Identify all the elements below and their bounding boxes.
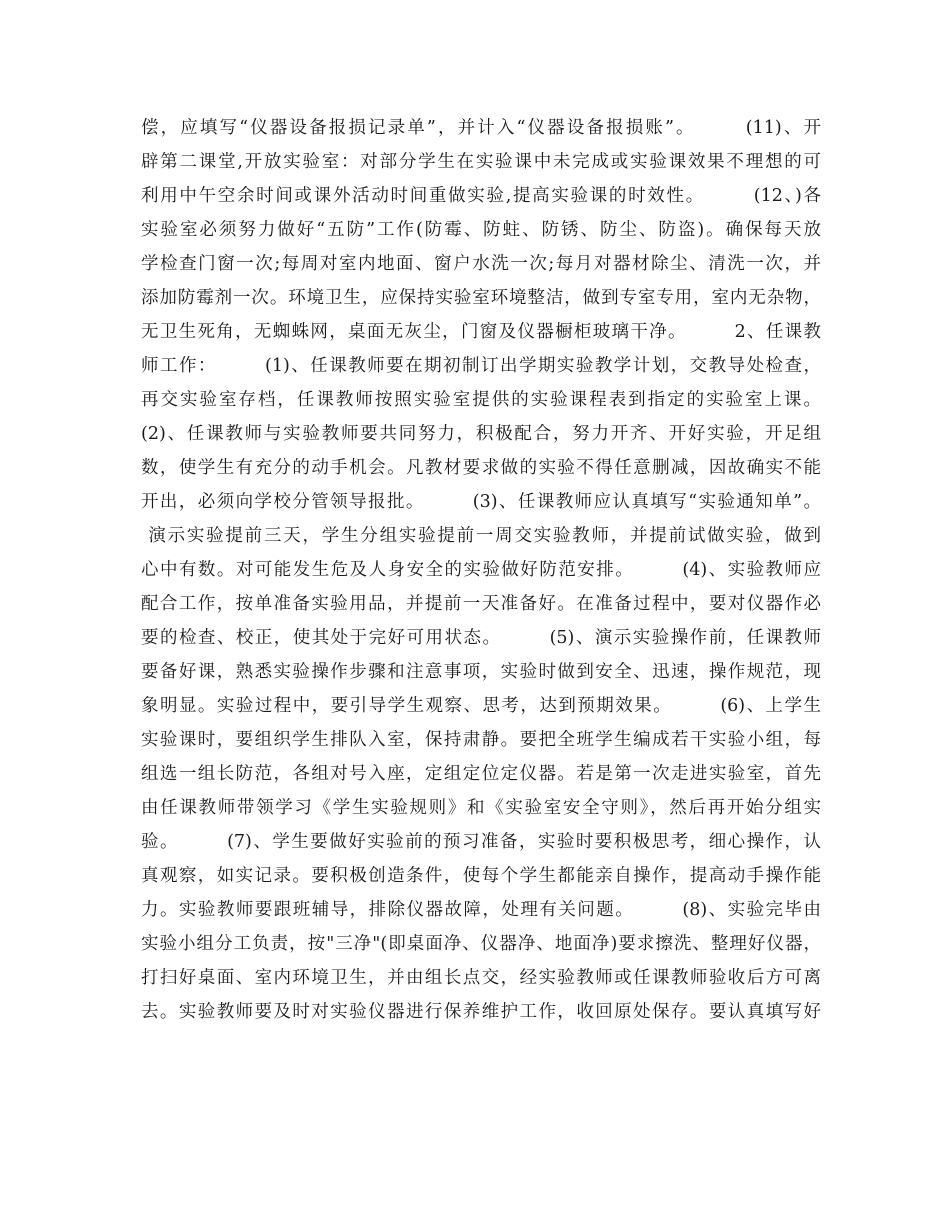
text-line: 力。实验教师要跟班辅导，排除仪器故障，处理有关问题。 (8)、实验完毕由	[141, 900, 821, 920]
text-line: 真观察，如实记录。要积极创造条件，使每个学生都能亲自操作，提高动手操作能	[141, 866, 821, 886]
text-line: 实验小组分工负责，按"三净"(即桌面净、仪器净、地面净)要求擦洗、整理好仪器，	[141, 934, 821, 954]
text-line: 象明显。实验过程中，要引导学生观察、思考，达到预期效果。 (6)、上学生	[141, 696, 821, 716]
text-line: 组选一组长防范，各组对号入座，定组定位定仪器。若是第一次走进实验室，首先	[141, 764, 821, 784]
text-line: (2)、任课教师与实验教师要共同努力，积极配合，努力开齐、开好实验，开足组	[141, 424, 821, 444]
text-line: 去。实验教师要及时对实验仪器进行保养维护工作，收回原处保存。要认真填写好	[141, 1002, 821, 1022]
text-line: 利用中午空余时间或课外活动时间重做实验,提高实验课的时效性。 (12、)各	[141, 186, 821, 206]
text-line: 心中有数。对可能发生危及人身安全的实验做好防范安排。 (4)、实验教师应	[141, 560, 821, 580]
text-line: 验。 (7)、学生要做好实验前的预习准备，实验时要积极思考，细心操作，认	[141, 832, 821, 852]
text-line: 师工作： (1)、任课教师要在期初制订出学期实验教学计划，交教导处检查，	[141, 356, 821, 376]
text-line: 要备好课，熟悉实验操作步骤和注意事项，实验时做到安全、迅速，操作规范，现	[141, 662, 821, 682]
text-line: 添加防霉剂一次。环境卫生，应保持实验室环境整洁，做到专室专用，室内无杂物，	[141, 288, 821, 308]
text-line: 辟第二课堂,开放实验室：对部分学生在实验课中未完成或实验课效果不理想的可	[141, 152, 821, 172]
text-line: 由任课教师带领学习《学生实验规则》和《实验室安全守则》，然后再开始分组实	[141, 798, 821, 818]
text-line: 实验室必须努力做好“五防”工作(防霉、防蛀、防锈、防尘、防盗)。确保每天放	[141, 220, 821, 240]
text-line: 打扫好桌面、室内环境卫生，并由组长点交，经实验教师或任课教师验收后方可离	[141, 968, 821, 988]
text-line: 无卫生死角，无蜘蛛网，桌面无灰尘，门窗及仪器橱柜玻璃干净。 2、任课教	[141, 322, 821, 342]
text-line: 要的检查、校正，使其处于完好可用状态。 (5)、演示实验操作前，任课教师	[141, 628, 821, 648]
body-text	[141, 111, 821, 1029]
text-line: 再交实验室存档，任课教师按照实验室提供的实验课程表到指定的实验室上课。	[141, 390, 821, 410]
text-line: 实验课时，要组织学生排队入室，保持肃静。要把全班学生编成若干实验小组，每	[141, 730, 821, 750]
text-line: 学检查门窗一次;每周对室内地面、窗户水洗一次;每月对器材除尘、清洗一次，并	[141, 254, 821, 274]
text-line: 偿，应填写“仪器设备报损记录单”，并计入“仪器设备报损账”。 (11)、开	[141, 118, 821, 138]
text-line: 配合工作，按单准备实验用品，并提前一天准备好。在准备过程中，要对仪器作必	[141, 594, 821, 614]
text-line: 演示实验提前三天，学生分组实验提前一周交实验教师，并提前试做实验，做到	[141, 526, 821, 546]
text-line: 数，使学生有充分的动手机会。凡教材要求做的实验不得任意删减，因故确实不能	[141, 458, 821, 478]
text-line: 开出，必须向学校分管领导报批。 (3)、任课教师应认真填写“实验通知单”。	[141, 492, 821, 512]
